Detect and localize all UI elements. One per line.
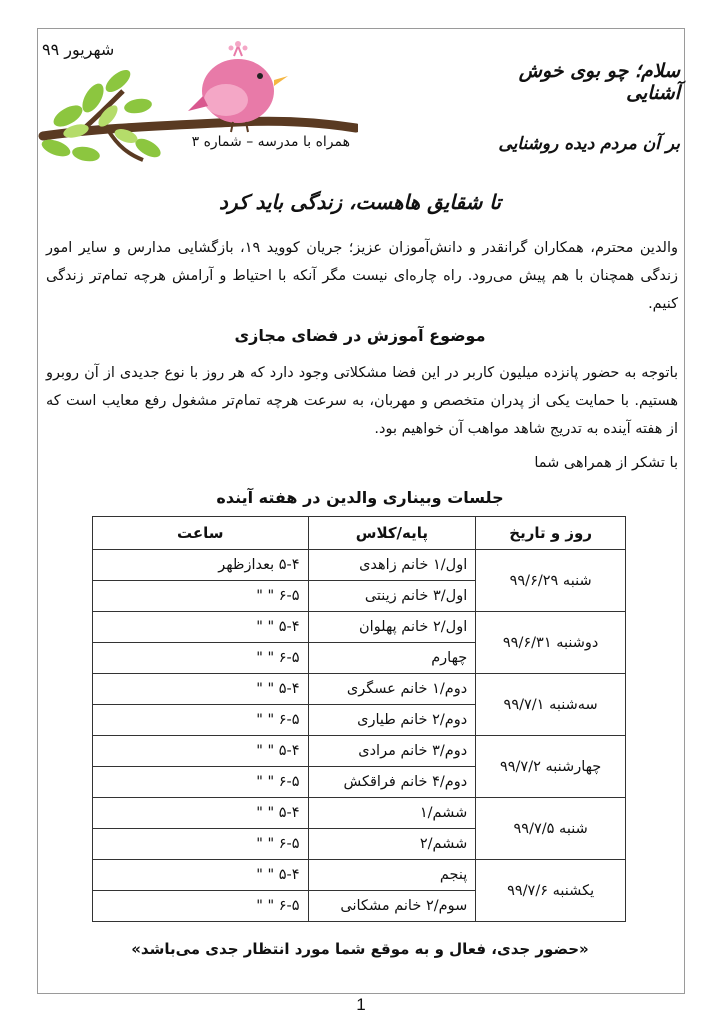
header-subtitle: همراه با مدرسه – شماره ۳ [191, 134, 350, 150]
class-cell: دوم/۴ خانم فراقکش [308, 767, 476, 798]
header-class-column: پایه/کلاس [308, 517, 476, 550]
time-cell: ۵-۴ بعدازظهر [93, 550, 309, 581]
class-cell: دوم/۳ خانم مرادی [308, 736, 476, 767]
time-cell: ۵-۴ " " [93, 612, 309, 643]
section-title: موضوع آموزش در فضای مجازی [234, 326, 486, 345]
class-cell: سوم/۲ خانم مشکانی [308, 891, 476, 922]
header-time-column: ساعت [93, 517, 309, 550]
table-title: جلسات وبیناری والدین در هفته آینده [216, 488, 504, 507]
day-date-cell: شنبه ۹۹/۷/۵ [476, 798, 626, 860]
day-date-cell: شنبه ۹۹/۶/۲۹ [476, 550, 626, 612]
time-cell: ۶-۵ " " [93, 581, 309, 612]
time-cell: ۵-۴ " " [93, 674, 309, 705]
class-cell: دوم/۲ خانم طیاری [308, 705, 476, 736]
table-row [93, 550, 626, 581]
table-header-row [93, 517, 626, 550]
day-date-cell: دوشنبه ۹۹/۶/۳۱ [476, 612, 626, 674]
class-cell: چهارم [308, 643, 476, 674]
header-date-column: روز و تاریخ [476, 517, 626, 550]
table-row [93, 860, 626, 891]
header-date: شهریور ۹۹ [42, 40, 115, 59]
time-cell: ۶-۵ " " [93, 829, 309, 860]
time-cell: ۶-۵ " " [93, 643, 309, 674]
body-paragraph: باتوجه به حضور پانزده میلیون کاربر در این فضا مشکلاتی وجود دارد که هر روز با نوع جدیدی از آن روبرو هستیم. با حمایت یکی از پدران متخصص و مهربان، به سرعت هرچه تمام‌تر مشغول رفع معایب است که از هفته آینده به تدریج شاهد مواهب آن خواهیم بود. [46, 365, 678, 437]
time-cell: ۵-۴ " " [93, 736, 309, 767]
thanks-line: با تشکر از همراهی شما [534, 455, 678, 471]
table-row [93, 612, 626, 643]
closing-note: «حضور جدی، فعال و به موقع شما مورد انتظار جدی می‌باشد» [131, 940, 589, 958]
time-cell: ۶-۵ " " [93, 891, 309, 922]
class-cell: اول/۱ خانم زاهدی [308, 550, 476, 581]
intro-paragraph: والدین محترم، همکاران گرانقدر و دانش‌آموزان عزیز؛ جریان کووید ۱۹، بازگشایی مدارس و سایر امور زندگی همچنان با هم پیش می‌رود. راه چاره‌ای نیست مگر آنکه با احتیاط و آرامش هرچه تمام‌تر زندگی کنیم. [46, 240, 679, 312]
class-cell: اول/۲ خانم پهلوان [308, 612, 476, 643]
schedule-table [92, 516, 626, 922]
class-cell: ششم/۲ [308, 829, 476, 860]
class-cell: دوم/۱ خانم عسگری [308, 674, 476, 705]
header-greeting: سلام؛ چو بوی خوش آشنایی [518, 60, 680, 104]
header-tagline: بر آن مردم دیده روشنایی [498, 134, 680, 154]
table-row [93, 736, 626, 767]
main-title: تا شقایق هاهست، زندگی باید کرد [219, 190, 501, 214]
class-cell: اول/۳ خانم زینتی [308, 581, 476, 612]
time-cell: ۶-۵ " " [93, 705, 309, 736]
time-cell: ۵-۴ " " [93, 798, 309, 829]
table-row [93, 798, 626, 829]
time-cell: ۵-۴ " " [93, 860, 309, 891]
class-cell: پنجم [308, 860, 476, 891]
day-date-cell: سه‌شنبه ۹۹/۷/۱ [476, 674, 626, 736]
day-date-cell: چهارشنبه ۹۹/۷/۲ [476, 736, 626, 798]
page-number: 1 [356, 995, 366, 1014]
table-row [93, 674, 626, 705]
day-date-cell: یکشنبه ۹۹/۷/۶ [476, 860, 626, 922]
time-cell: ۶-۵ " " [93, 767, 309, 798]
class-cell: ششم/۱ [308, 798, 476, 829]
